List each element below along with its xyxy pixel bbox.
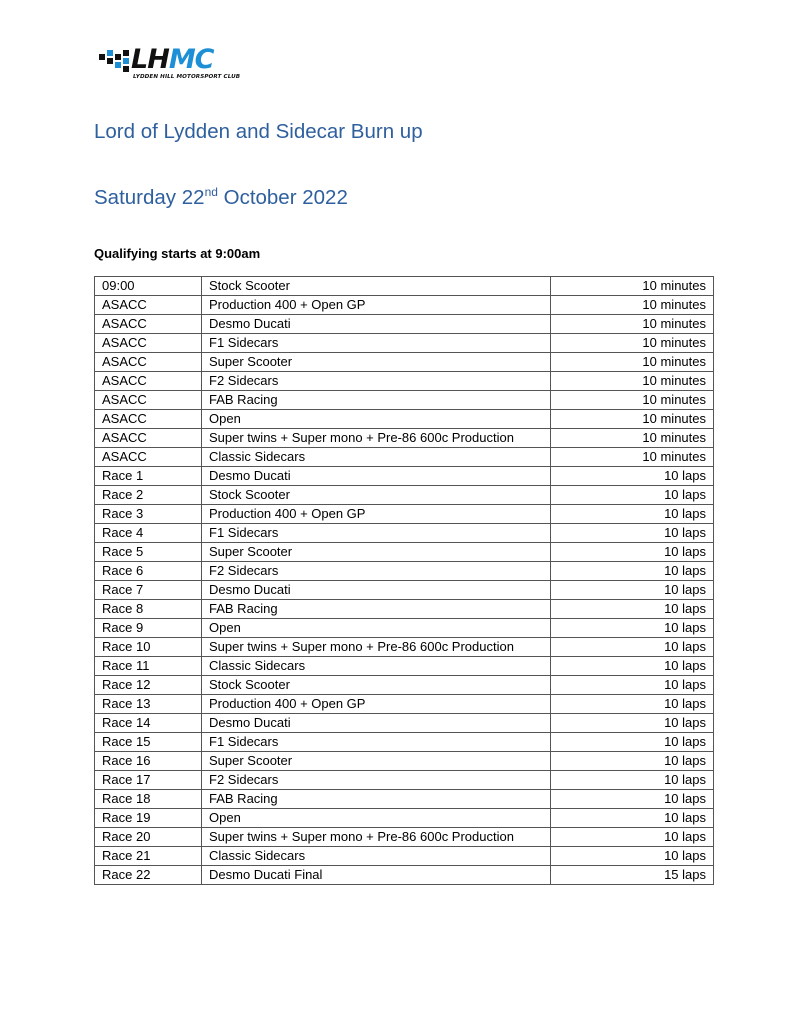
class-cell: Desmo Ducati: [202, 467, 551, 486]
logo-letters-dark: LH: [131, 44, 169, 75]
duration-cell: 10 laps: [551, 771, 714, 790]
duration-cell: 10 laps: [551, 638, 714, 657]
table-row: [95, 847, 714, 866]
table-row: [95, 296, 714, 315]
logo-letters-accent: MC: [168, 44, 214, 75]
session-cell: Race 12: [95, 676, 202, 695]
class-cell: Open: [202, 410, 551, 429]
class-cell: FAB Racing: [202, 391, 551, 410]
table-row: [95, 638, 714, 657]
class-cell: FAB Racing: [202, 790, 551, 809]
class-cell: Super Scooter: [202, 353, 551, 372]
duration-cell: 10 laps: [551, 619, 714, 638]
class-cell: Classic Sidecars: [202, 448, 551, 467]
table-row: [95, 828, 714, 847]
class-cell: FAB Racing: [202, 600, 551, 619]
session-cell: Race 1: [95, 467, 202, 486]
session-cell: ASACC: [95, 429, 202, 448]
session-cell: Race 15: [95, 733, 202, 752]
duration-cell: 10 minutes: [551, 315, 714, 334]
duration-cell: 10 minutes: [551, 277, 714, 296]
class-cell: Production 400 + Open GP: [202, 505, 551, 524]
duration-cell: 10 laps: [551, 809, 714, 828]
logo-subtitle: LYDDEN HILL MOTORSPORT CLUB: [133, 74, 241, 80]
duration-cell: 10 laps: [551, 790, 714, 809]
session-cell: ASACC: [95, 410, 202, 429]
table-row: [95, 809, 714, 828]
class-cell: Open: [202, 619, 551, 638]
session-cell: Race 3: [95, 505, 202, 524]
duration-cell: 10 laps: [551, 467, 714, 486]
class-cell: Super twins + Super mono + Pre-86 600c Production: [202, 638, 551, 657]
table-row: [95, 657, 714, 676]
table-row: [95, 752, 714, 771]
session-cell: Race 16: [95, 752, 202, 771]
table-row: [95, 277, 714, 296]
table-row: [95, 410, 714, 429]
logo-wordmark: [131, 46, 214, 73]
class-cell: Super Scooter: [202, 543, 551, 562]
session-cell: Race 9: [95, 619, 202, 638]
schedule-table: [94, 276, 714, 885]
session-cell: Race 11: [95, 657, 202, 676]
session-cell: ASACC: [95, 391, 202, 410]
class-cell: Stock Scooter: [202, 486, 551, 505]
table-row: [95, 600, 714, 619]
table-row: [95, 733, 714, 752]
table-row: [95, 714, 714, 733]
session-cell: Race 4: [95, 524, 202, 543]
session-cell: ASACC: [95, 334, 202, 353]
session-cell: Race 5: [95, 543, 202, 562]
duration-cell: 10 laps: [551, 695, 714, 714]
duration-cell: 10 laps: [551, 486, 714, 505]
duration-cell: 10 laps: [551, 581, 714, 600]
document-title: Lord of Lydden and Sidecar Burn up: [94, 120, 423, 143]
class-cell: Desmo Ducati Final: [202, 866, 551, 885]
session-cell: ASACC: [95, 448, 202, 467]
table-row: [95, 676, 714, 695]
table-row: [95, 391, 714, 410]
class-cell: Classic Sidecars: [202, 847, 551, 866]
class-cell: Production 400 + Open GP: [202, 296, 551, 315]
table-row: [95, 429, 714, 448]
event-date: [94, 186, 348, 210]
table-row: [95, 619, 714, 638]
duration-cell: 10 laps: [551, 657, 714, 676]
session-cell: Race 18: [95, 790, 202, 809]
session-cell: Race 2: [95, 486, 202, 505]
table-row: [95, 486, 714, 505]
table-row: [95, 334, 714, 353]
date-rest: October 2022: [217, 186, 348, 209]
session-cell: Race 7: [95, 581, 202, 600]
class-cell: Classic Sidecars: [202, 657, 551, 676]
session-cell: Race 10: [95, 638, 202, 657]
table-row: [95, 581, 714, 600]
class-cell: Open: [202, 809, 551, 828]
duration-cell: 10 laps: [551, 524, 714, 543]
duration-cell: 15 laps: [551, 866, 714, 885]
class-cell: Desmo Ducati: [202, 714, 551, 733]
duration-cell: 10 laps: [551, 600, 714, 619]
duration-cell: 10 minutes: [551, 372, 714, 391]
duration-cell: 10 laps: [551, 676, 714, 695]
session-cell: Race 21: [95, 847, 202, 866]
session-cell: ASACC: [95, 353, 202, 372]
duration-cell: 10 minutes: [551, 410, 714, 429]
table-row: [95, 467, 714, 486]
qualifying-note: Qualifying starts at 9:00am: [94, 246, 261, 261]
session-cell: Race 17: [95, 771, 202, 790]
duration-cell: 10 laps: [551, 733, 714, 752]
duration-cell: 10 minutes: [551, 448, 714, 467]
table-row: [95, 790, 714, 809]
table-row: [95, 315, 714, 334]
session-cell: Race 8: [95, 600, 202, 619]
table-row: [95, 562, 714, 581]
class-cell: Desmo Ducati: [202, 581, 551, 600]
duration-cell: 10 laps: [551, 505, 714, 524]
class-cell: F1 Sidecars: [202, 524, 551, 543]
class-cell: Super twins + Super mono + Pre-86 600c Production: [202, 828, 551, 847]
date-ordinal-suffix: nd: [204, 185, 218, 199]
session-cell: Race 6: [95, 562, 202, 581]
class-cell: F1 Sidecars: [202, 733, 551, 752]
class-cell: Super Scooter: [202, 752, 551, 771]
class-cell: Stock Scooter: [202, 277, 551, 296]
class-cell: F2 Sidecars: [202, 771, 551, 790]
table-row: [95, 448, 714, 467]
table-row: [95, 353, 714, 372]
duration-cell: 10 laps: [551, 714, 714, 733]
session-cell: Race 14: [95, 714, 202, 733]
checkered-flag-icon: [97, 50, 133, 76]
session-cell: ASACC: [95, 296, 202, 315]
class-cell: Desmo Ducati: [202, 315, 551, 334]
table-row: [95, 505, 714, 524]
class-cell: Stock Scooter: [202, 676, 551, 695]
duration-cell: 10 laps: [551, 752, 714, 771]
session-cell: ASACC: [95, 315, 202, 334]
duration-cell: 10 minutes: [551, 296, 714, 315]
table-row: [95, 771, 714, 790]
table-row: [95, 543, 714, 562]
duration-cell: 10 minutes: [551, 353, 714, 372]
session-cell: 09:00: [95, 277, 202, 296]
session-cell: Race 19: [95, 809, 202, 828]
table-row: [95, 524, 714, 543]
duration-cell: 10 laps: [551, 562, 714, 581]
class-cell: Production 400 + Open GP: [202, 695, 551, 714]
class-cell: F2 Sidecars: [202, 562, 551, 581]
class-cell: F1 Sidecars: [202, 334, 551, 353]
table-row: [95, 695, 714, 714]
duration-cell: 10 laps: [551, 847, 714, 866]
table-row: [95, 866, 714, 885]
duration-cell: 10 laps: [551, 828, 714, 847]
lhmc-logo: [97, 44, 241, 86]
session-cell: Race 13: [95, 695, 202, 714]
session-cell: ASACC: [95, 372, 202, 391]
duration-cell: 10 minutes: [551, 429, 714, 448]
table-row: [95, 372, 714, 391]
session-cell: Race 22: [95, 866, 202, 885]
duration-cell: 10 minutes: [551, 334, 714, 353]
duration-cell: 10 laps: [551, 543, 714, 562]
duration-cell: 10 minutes: [551, 391, 714, 410]
class-cell: F2 Sidecars: [202, 372, 551, 391]
class-cell: Super twins + Super mono + Pre-86 600c Production: [202, 429, 551, 448]
session-cell: Race 20: [95, 828, 202, 847]
schedule-body: [95, 277, 714, 885]
date-prefix: Saturday 22: [94, 186, 205, 209]
